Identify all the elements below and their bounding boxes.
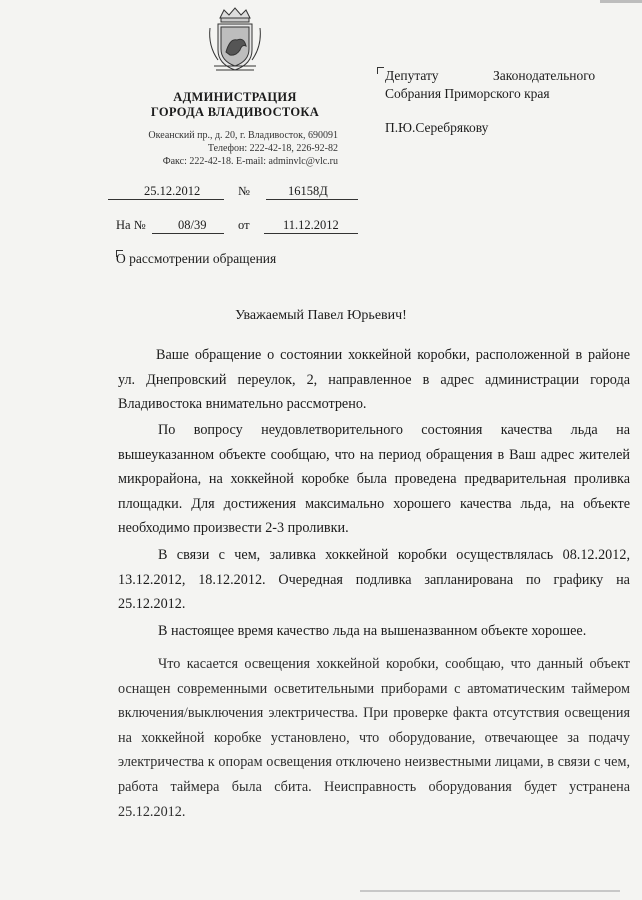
scan-bottom-artifact (360, 890, 620, 892)
on-number: 08/39 (178, 218, 207, 232)
from-date: 11.12.2012 (283, 218, 339, 232)
org-name-line1: АДМИНИСТРАЦИЯ (173, 90, 297, 104)
recipient-line1-a: Депутату (385, 68, 439, 83)
reg-date-underline (108, 199, 224, 200)
recipient-line2: Собрания Приморского края (385, 86, 550, 101)
from-date-underline (264, 233, 358, 234)
on-number-label: На № (116, 218, 146, 232)
body-paragraph-1: Ваше обращение о состоянии хоккейной коробки, расположенной в районе ул. Днепровский переулок, 2, направленное в адрес администрации города Владивостока внимательно рассмотрено. (118, 347, 630, 413)
body-paragraph-3: В связи с чем, заливка хоккейной коробки осуществлялась 08.12.2012, 13.12.2012, 18.12.2012. Очередная подливка запланирована по графику на 25.12.2012. (118, 547, 630, 613)
recipient-line1-b: Законодательного (493, 68, 596, 83)
on-number-underline (152, 233, 224, 234)
org-address: Океанский пр., д. 20, г. Владивосток, 690091 (148, 130, 338, 141)
reg-date: 25.12.2012 (144, 184, 201, 198)
subject-line: О рассмотрении обращения (116, 251, 277, 266)
from-label: от (238, 218, 250, 232)
body-paragraph-5: Что касается освещения хоккейной коробки, сообщаю, что данный объект оснащен современными осветительными приборами с автоматическим таймером включения/выключения электричества. При проверке факта отсутствия освещения на хоккейной коробке установлено, что оборудование, отвечающее за подачу электричества к опорам освещения отключено неизвестными лицами, в связи с чем, работа таймера была сбита. Неисправность оборудования будет устранена 25.12.2012. (118, 656, 630, 820)
greeting: Уважаемый Павел Юрьевич! (235, 308, 407, 323)
org-fax-email: Факс: 222-42-18. E-mail: adminvlc@vlc.ru (162, 156, 338, 167)
recipient-name: П.Ю.Серебрякову (385, 120, 489, 135)
reg-number-label: № (238, 184, 250, 198)
recipient-corner-mark (377, 67, 384, 74)
org-phone: Телефон: 222-42-18, 226-92-82 (207, 143, 338, 154)
body-paragraph-4: В настоящее время качество льда на вышеназванном объекте хорошее. (158, 623, 587, 639)
scan-edge-artifact (600, 0, 642, 3)
reg-number-underline (266, 199, 358, 200)
org-name-line2: ГОРОДА ВЛАДИВОСТОКА (150, 105, 320, 119)
vladivostok-coat-of-arms-icon (206, 6, 264, 76)
body-paragraph-2: По вопросу неудовлетворительного состояния качества льда на вышеуказанном объекте сообщаю, что на период обращения в Ваш адрес жителей микрорайона, на хоккейной коробке была проведена предварительная проливка площадки. Для достижения максимально хорошего качества льда, на объекте необходимо произвести 2-3 проливки. (118, 422, 630, 537)
reg-number: 16158Д (288, 184, 328, 198)
